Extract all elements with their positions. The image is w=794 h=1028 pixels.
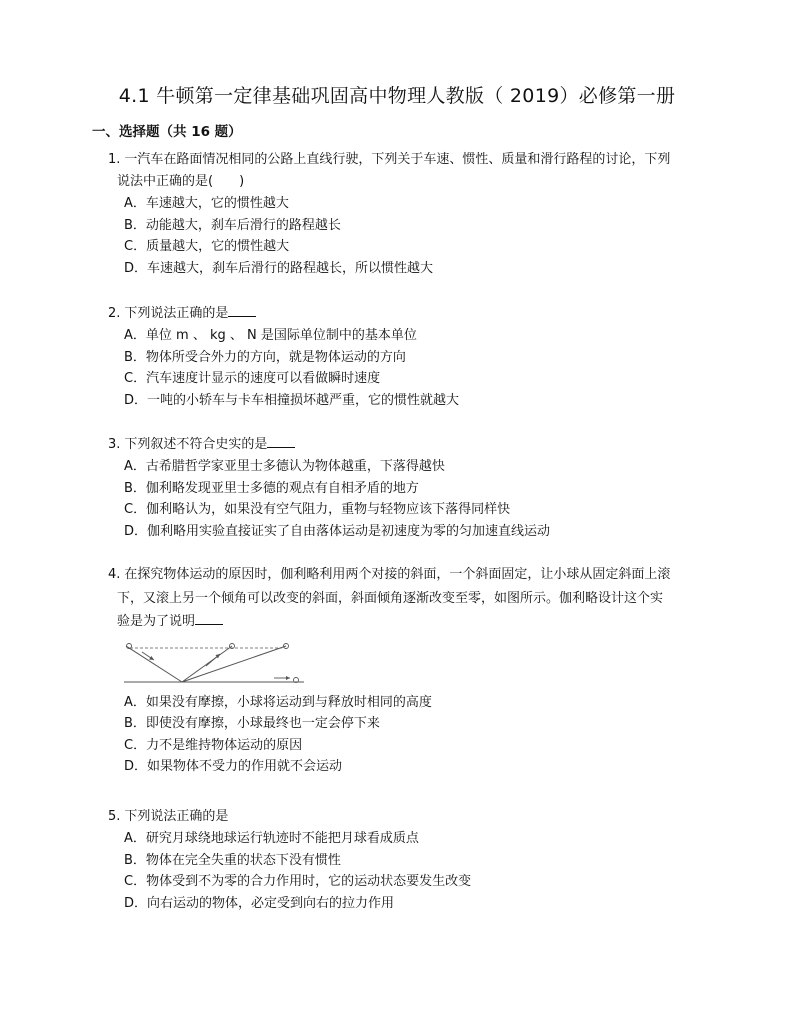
option-list: [108, 193, 708, 279]
option-d: D．向右运动的物体，必定受到向右的拉力作用: [124, 895, 395, 911]
stem-line: 下，又滚上另一个倾角可以改变的斜面，斜面倾角逐渐改变至零，如图所示。伽利略设计这个实: [117, 590, 664, 606]
option-c: C．汽车速度计显示的速度可以看做瞬时速度: [124, 371, 381, 386]
option-d: D．伽利略用实验直接证实了自由落体运动是初速度为零的匀加速直线运动: [124, 523, 551, 539]
option-d: D．一吨的小轿车与卡车相撞损坏越严重，它的惯性就越大: [124, 392, 460, 408]
stem-line: 验是为了说明: [117, 614, 196, 629]
option-a: A．单位 m 、 kg 、 N 是国际单位制中的基本单位: [124, 328, 417, 343]
section-heading: 一、选择题（共 16 题）: [92, 124, 242, 140]
question-4: [108, 563, 708, 778]
stem-line: 说法中正确的是( ): [117, 174, 245, 189]
inclined-planes-figure: [124, 642, 304, 686]
option-list: [108, 692, 708, 778]
answer-blank: [267, 433, 295, 448]
option-c: C．伽利略认为，如果没有空气阻力，重物与轻物应该下落得同样快: [124, 502, 511, 517]
question-number: 4.: [108, 567, 121, 582]
question-1: [108, 149, 708, 279]
option-b: B．物体在完全失重的状态下没有惯性: [124, 852, 341, 868]
steep-incline: [182, 646, 232, 682]
question-stem: [108, 302, 708, 325]
question-number: 3.: [108, 437, 121, 452]
option-a: A．车速越大，它的惯性越大: [124, 196, 289, 211]
option-b: B．物体所受合外力的方向，就是物体运动的方向: [124, 349, 406, 365]
fixed-incline: [126, 646, 182, 682]
option-a: A．古希腊哲学家亚里士多德认为物体越重，下落得越快: [124, 459, 445, 474]
stem-line: 下列叙述不符合史实的是: [124, 437, 268, 452]
question-stem: [108, 806, 708, 828]
shallow-incline: [182, 646, 286, 682]
option-b: B．即使没有摩擦，小球最终也一定会停下来: [124, 716, 380, 731]
option-c: C．物体受到不为零的合力作用时，它的运动状态要发生改变: [124, 874, 472, 889]
option-b: B．伽利略发现亚里士多德的观点有自相矛盾的地方: [124, 480, 419, 496]
stem-line: 在探究物体运动的原因时，伽利略利用两个对接的斜面，一个斜面固定，让小球从固定斜面上滚: [124, 567, 671, 582]
option-d: D．车速越大，刹车后滑行的路程越长，所以惯性越大: [124, 260, 434, 276]
option-list: [108, 325, 708, 411]
question-number: 1.: [108, 152, 121, 167]
question-stem: [108, 433, 708, 456]
answer-blank: [195, 610, 223, 625]
question-stem: [108, 563, 708, 634]
question-number: 5.: [108, 809, 121, 824]
answer-blank: [228, 302, 256, 317]
option-c: C．力不是维持物体运动的原因: [124, 737, 303, 753]
option-list: [108, 456, 708, 542]
option-list: [108, 828, 708, 914]
question-3: [108, 433, 708, 542]
question-stem: [108, 149, 708, 193]
option-b: B．动能越大，刹车后滑行的路程越长: [124, 217, 341, 233]
question-2: [108, 302, 708, 411]
stem-line: 下列说法正确的是: [124, 306, 229, 321]
option-a: A．如果没有摩擦，小球将运动到与释放时相同的高度: [124, 694, 432, 710]
document-title: 4.1 牛顿第一定律基础巩固高中物理人教版（ 2019）必修第一册: [118, 85, 676, 107]
question-number: 2.: [108, 306, 121, 321]
option-d: D．如果物体不受力的作用就不会运动: [124, 759, 343, 774]
option-a: A．研究月球绕地球运行轨迹时不能把月球看成质点: [124, 831, 419, 846]
stem-line: 一汽车在路面情况相同的公路上直线行驶，下列关于车速、惯性、质量和滑行路程的讨论，下列: [124, 152, 671, 167]
question-5: [108, 806, 708, 914]
option-c: C．质量越大，它的惯性越大: [124, 239, 290, 254]
stem-line: 下列说法正确的是: [124, 809, 229, 824]
arrow-down-head: [149, 656, 154, 660]
arrow-right-head: [286, 676, 290, 680]
